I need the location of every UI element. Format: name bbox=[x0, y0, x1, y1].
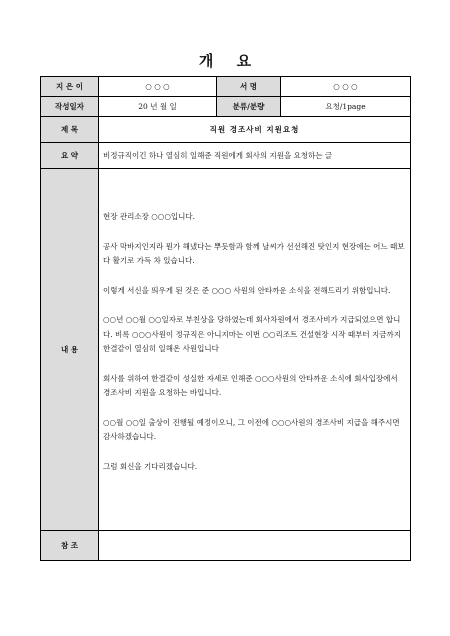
author-value: ○ ○ ○ bbox=[99, 77, 217, 97]
content-paragraph: 공사 막바지인지라 뭔가 해냈다는 뿌듯함과 함께 날씨가 선선해진 탓인지 현장에는 어느 때보다 활기로 가득 차 있습니다. bbox=[103, 241, 405, 265]
subject-value: 직원 경조사비 지원요청 bbox=[99, 117, 411, 143]
content-paragraph: 이렇게 서신을 띄우게 된 것은 준 ○○○ 사원의 안타까운 소식을 전해드리기 위함입니다. bbox=[103, 285, 391, 295]
reference-row bbox=[41, 531, 411, 561]
content-paragraph: 현장 관리소장 ○○○입니다. bbox=[103, 212, 195, 221]
date-label: 작성일자 bbox=[41, 97, 99, 117]
subject-row bbox=[41, 117, 411, 143]
reference-value bbox=[99, 531, 411, 561]
date-value: 20 년 월 일 bbox=[99, 97, 217, 117]
category-label: 분류/분량 bbox=[217, 97, 281, 117]
author-row bbox=[41, 77, 411, 97]
author-label: 지 은 이 bbox=[41, 77, 99, 97]
summary-value: 비정규직이긴 하나 열심히 일해준 직원에게 회사의 지원을 요청하는 글 bbox=[99, 143, 411, 169]
summary-form-table bbox=[40, 76, 411, 561]
summary-label: 요 약 bbox=[41, 143, 99, 169]
category-value: 요청/1page bbox=[281, 97, 411, 117]
content-paragraph: ○○년 ○○월 ○○일자로 부친상을 당하였는데 회사차원에서 경조사비가 지급되었으면 합니다. 비록 ○○○사원이 정규직은 아니지마는 이번 ○○리조트 건설현장 시작 때부터 지금까지 한결같이 열심히 일해온 사원입니다 bbox=[103, 315, 402, 353]
signature-label: 서 명 bbox=[217, 77, 281, 97]
summary-row bbox=[41, 143, 411, 169]
document-title: 개 요 bbox=[198, 52, 252, 70]
content-paragraph: 그럼 회신을 기다리겠습니다. bbox=[103, 461, 198, 471]
content-row bbox=[41, 169, 411, 531]
signature-value: ○ ○ ○ bbox=[281, 77, 411, 97]
reference-label: 참 조 bbox=[41, 531, 99, 561]
content-body bbox=[99, 169, 411, 531]
content-label: 내 용 bbox=[41, 169, 99, 531]
content-paragraph: ○○월 ○○일 출상이 진행될 예정이오니, 그 이전에 ○○○사원의 경조사비 지급을 해주시면 감사하겠습니다. bbox=[103, 417, 400, 441]
subject-label: 제 목 bbox=[41, 117, 99, 143]
content-paragraph: 회사를 위하여 한결같이 성실한 자세로 인해준 ○○○사원의 안타까운 소식에 회사입장에서 경조사비 지원을 요청하는 바입니다. bbox=[103, 373, 398, 397]
date-row bbox=[41, 97, 411, 117]
